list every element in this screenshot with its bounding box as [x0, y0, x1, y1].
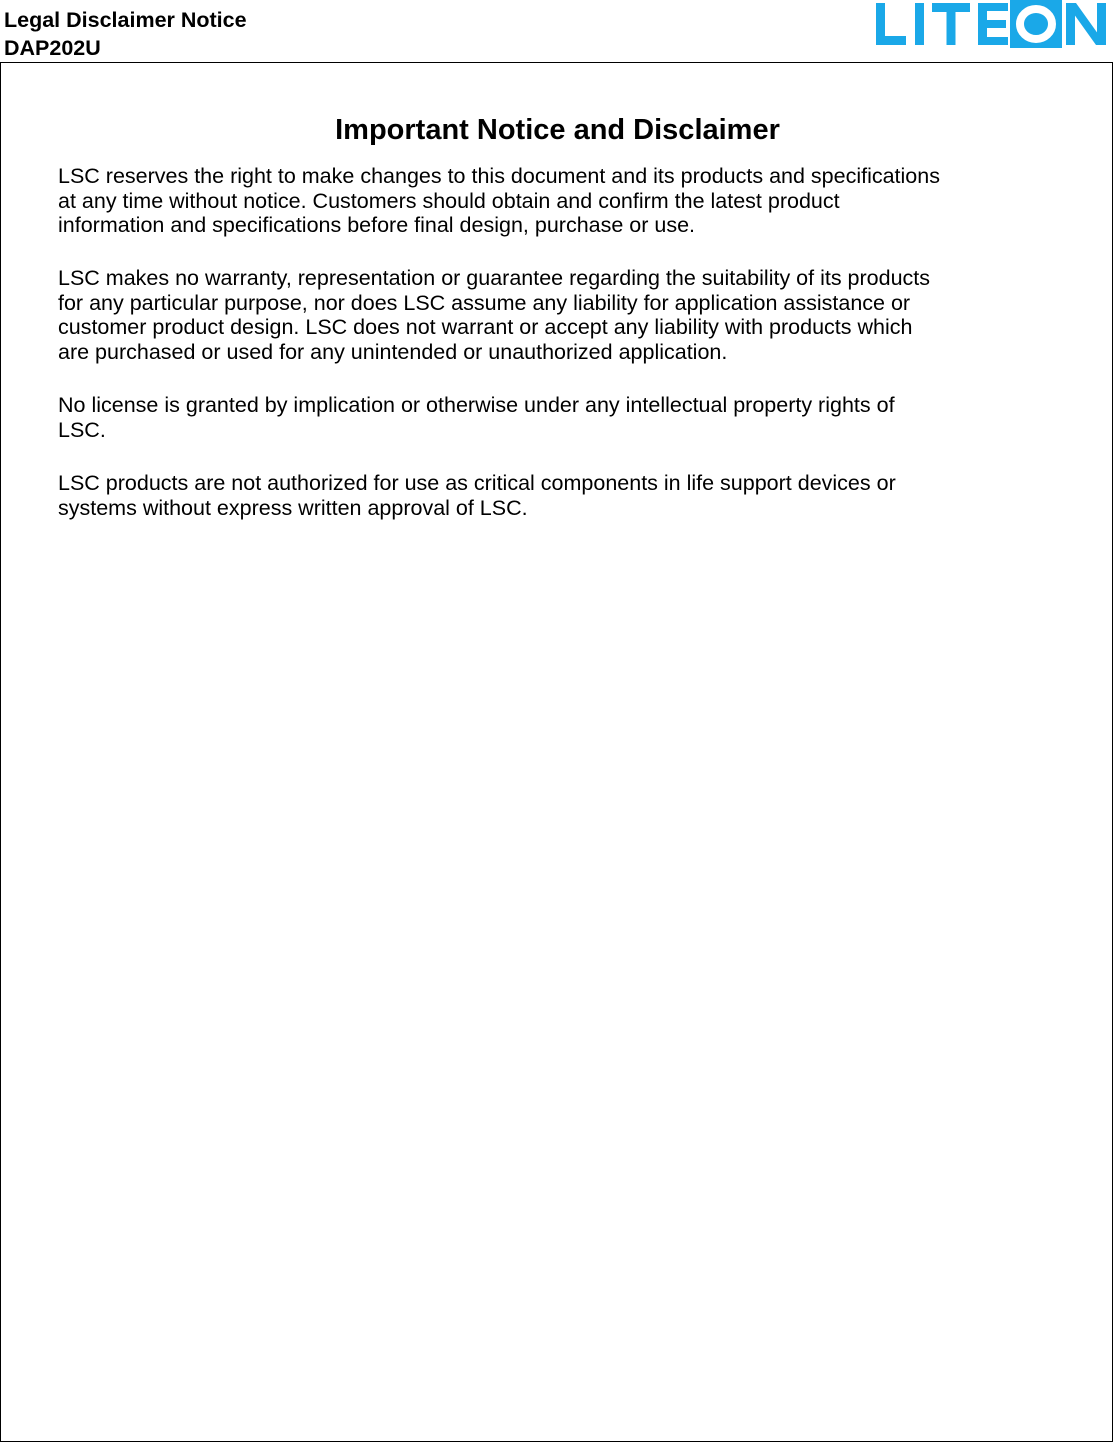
paragraph-line: LSC makes no warranty, representation or guarantee regarding the suitability of its products	[58, 266, 931, 290]
liteon-logo	[874, 0, 1110, 50]
header-title	[4, 6, 247, 62]
paragraph-line: systems without express written approval of LSC.	[58, 495, 528, 520]
liteon-logo-graphic	[874, 0, 1110, 50]
paragraph-line: LSC.	[58, 417, 106, 442]
paragraph-warranty	[58, 266, 1068, 364]
paragraph-line: at any time without notice. Customers should obtain and confirm the latest product	[58, 188, 840, 213]
notice-title: Important Notice and Disclaimer	[335, 114, 780, 146]
paragraph-line: customer product design. LSC does not warrant or accept any liability with products which	[58, 315, 913, 340]
paragraph-life-support	[58, 471, 1068, 520]
paragraph-line: LSC reserves the right to make changes to this document and its products and specifications	[58, 164, 940, 188]
paragraph-line: for any particular purpose, nor does LSC assume any liability for application assistance or	[58, 290, 911, 315]
paragraph-license	[58, 393, 1068, 442]
paragraph-changes	[58, 164, 1068, 238]
paragraph-line: information and specifications before final design, purchase or use.	[58, 213, 696, 238]
header-part-number: DAP202U	[4, 36, 101, 60]
header-title-line-1: Legal Disclaimer Notice	[4, 8, 247, 32]
paragraph-line: No license is granted by implication or otherwise under any intellectual property rights of	[58, 393, 895, 417]
paragraph-line: are purchased or used for any unintended or unauthorized application.	[58, 339, 728, 364]
paragraph-line: LSC products are not authorized for use as critical components in life support devices or	[58, 471, 896, 495]
